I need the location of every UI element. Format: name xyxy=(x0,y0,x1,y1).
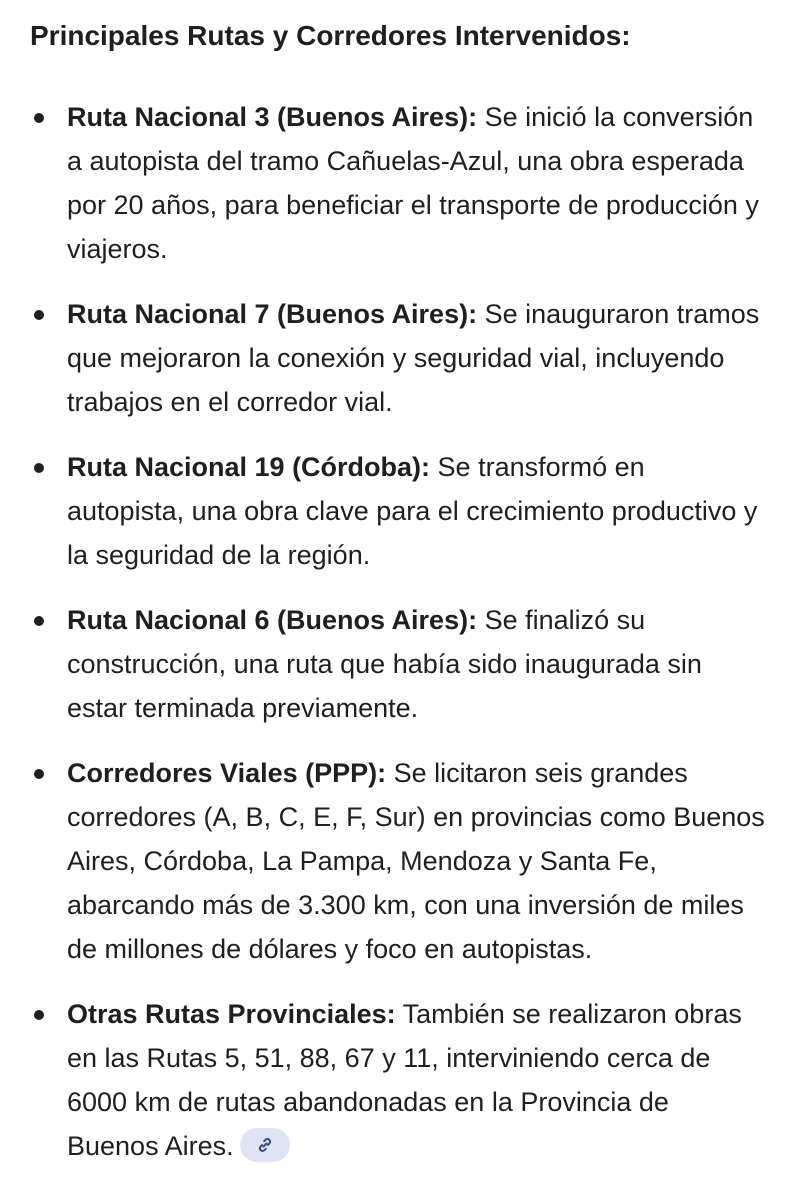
bullet-icon xyxy=(34,113,44,123)
list-item xyxy=(0,992,792,1168)
bullet-icon xyxy=(34,769,44,779)
item-title: Ruta Nacional 7 (Buenos Aires): xyxy=(67,299,478,329)
list-item xyxy=(0,598,792,730)
item-title: Ruta Nacional 6 (Buenos Aires): xyxy=(67,605,478,635)
item-title: Corredores Viales (PPP): xyxy=(67,758,387,788)
item-text: Se inauguraron tramos que mejoraron la conexión y seguridad vial, incluyendo trabajos en el corredor vial. xyxy=(67,299,760,417)
list-item xyxy=(0,751,792,971)
bullet-icon xyxy=(34,463,44,473)
item-text: Se inició la conversión a autopista del tramo Cañuelas-Azul, una obra esperada por 20 años, para beneficiar el transporte de producción y viajeros. xyxy=(67,102,759,264)
item-title: Otras Rutas Provinciales: xyxy=(67,999,396,1029)
list-item xyxy=(0,292,792,424)
item-text: Se licitaron seis grandes corredores (A, B, C, E, F, Sur) en provincias como Buenos Aires, Córdoba, La Pampa, Mendoza y Santa Fe, abarcando más de 3.300 km, con una inversión de miles de millones de dólares y foco en autopistas. xyxy=(67,758,765,964)
source-link-button[interactable] xyxy=(240,1128,290,1162)
routes-list xyxy=(0,95,792,1189)
bullet-icon xyxy=(34,310,44,320)
item-text: También se realizaron obras en las Rutas 5, 51, 88, 67 y 11, interviniendo cerca de 6000 km de rutas abandonadas en la Provincia de Buenos Aires. xyxy=(67,999,742,1161)
link-icon xyxy=(256,1136,274,1154)
item-title: Ruta Nacional 19 (Córdoba): xyxy=(67,452,431,482)
bullet-icon xyxy=(34,1010,44,1020)
bullet-icon xyxy=(34,616,44,626)
list-item xyxy=(0,445,792,577)
item-text: Se transformó en autopista, una obra clave para el crecimiento productivo y la seguridad de la región. xyxy=(67,452,758,570)
item-title: Ruta Nacional 3 (Buenos Aires): xyxy=(67,102,478,132)
section-heading: Principales Rutas y Corredores Intervenidos: xyxy=(30,20,631,51)
item-text: Se finalizó su construcción, una ruta que había sido inaugurada sin estar terminada previamente. xyxy=(67,605,702,723)
list-item xyxy=(0,95,792,271)
